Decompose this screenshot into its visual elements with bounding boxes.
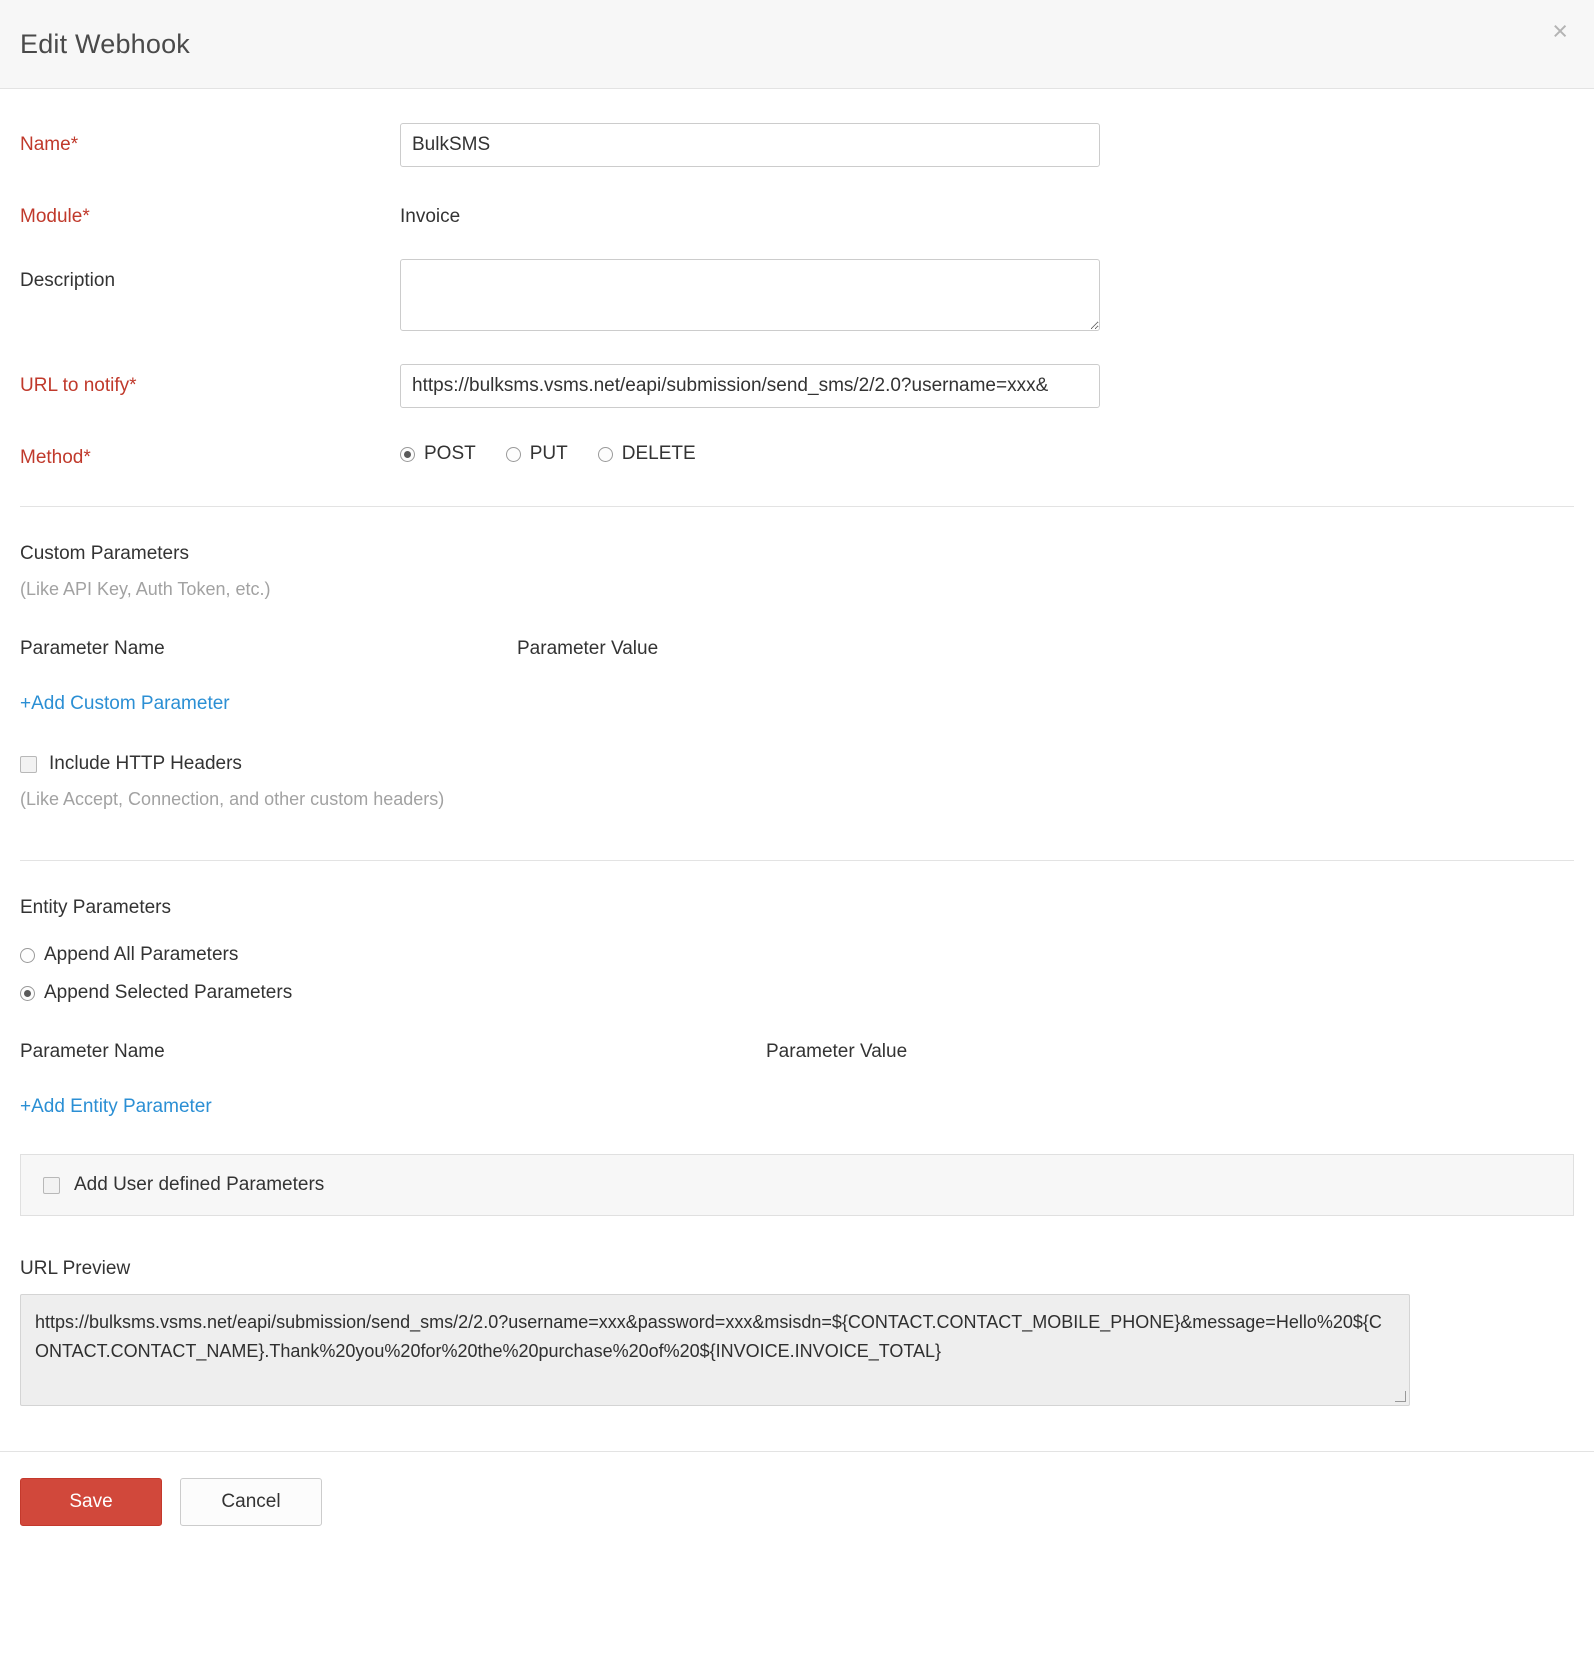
method-option-post-label: POST — [424, 443, 476, 464]
name-input[interactable] — [400, 123, 1100, 167]
field-url-to-notify — [400, 364, 1574, 408]
add-user-defined-parameters-label: Add User defined Parameters — [74, 1174, 325, 1195]
entity-option-append-all[interactable] — [20, 945, 1544, 965]
entity-option-append-all-label: Append All Parameters — [44, 944, 239, 965]
radio-icon[interactable] — [598, 447, 613, 462]
entity-parameters-title: Entity Parameters — [20, 897, 171, 918]
field-row-description — [20, 259, 1574, 336]
method-option-delete[interactable] — [598, 444, 696, 464]
method-option-post[interactable] — [400, 444, 476, 464]
required-marker: * — [83, 447, 91, 468]
field-row-module — [20, 195, 1574, 231]
field-description — [400, 259, 1574, 336]
entity-col-parameter-value: Parameter Value — [766, 1041, 908, 1062]
label-name-text: Name — [20, 134, 71, 155]
field-row-url — [20, 364, 1574, 408]
label-url-text: URL to notify — [20, 375, 130, 396]
method-radio-group — [400, 436, 1574, 464]
description-textarea[interactable] — [400, 259, 1100, 331]
divider-1 — [20, 506, 1574, 507]
custom-col-parameter-value: Parameter Value — [517, 638, 659, 659]
url-to-notify-input[interactable] — [400, 364, 1100, 408]
cancel-button[interactable]: Cancel — [180, 1478, 322, 1526]
entity-option-append-selected[interactable] — [20, 983, 1544, 1003]
custom-parameters-hint: (Like API Key, Auth Token, etc.) — [20, 579, 271, 599]
entity-parameters-header — [20, 1041, 1574, 1063]
entity-col-parameter-name: Parameter Name — [20, 1041, 165, 1062]
custom-col-parameter-name: Parameter Name — [20, 638, 165, 659]
entity-parameters-radio-group — [20, 945, 1574, 1003]
add-custom-parameter-link[interactable]: +Add Custom Parameter — [20, 693, 230, 714]
label-module-text: Module — [20, 206, 83, 227]
module-value: Invoice — [400, 206, 461, 227]
dialog-header — [0, 0, 1594, 89]
field-module — [400, 195, 1574, 231]
field-method — [400, 436, 1574, 464]
label-description: Description — [20, 270, 116, 291]
save-button[interactable]: Save — [20, 1478, 162, 1526]
url-preview-label: URL Preview — [20, 1258, 131, 1279]
method-option-put-label: PUT — [529, 443, 568, 464]
radio-icon[interactable] — [506, 447, 521, 462]
label-url-to-notify — [20, 364, 400, 400]
required-marker: * — [129, 375, 137, 396]
field-row-method — [20, 436, 1574, 472]
field-row-name — [20, 123, 1574, 167]
radio-icon[interactable] — [20, 948, 35, 963]
custom-parameters-header — [20, 638, 1574, 660]
include-http-headers-hint: (Like Accept, Connection, and other custom headers) — [20, 789, 445, 809]
entity-option-append-selected-label: Append Selected Parameters — [44, 982, 293, 1003]
required-marker: * — [70, 134, 79, 155]
custom-parameters-title: Custom Parameters — [20, 543, 189, 564]
dialog-footer — [0, 1451, 1594, 1556]
add-user-defined-parameters-row[interactable] — [20, 1154, 1574, 1216]
checkbox-icon[interactable] — [20, 756, 37, 773]
divider-2 — [20, 860, 1574, 861]
radio-icon[interactable] — [20, 986, 35, 1001]
close-icon[interactable]: × — [1552, 16, 1568, 46]
required-marker: * — [82, 206, 90, 227]
label-module — [20, 195, 400, 231]
method-option-put[interactable] — [506, 444, 568, 464]
label-name — [20, 123, 400, 159]
radio-icon[interactable] — [400, 447, 415, 462]
label-method — [20, 436, 400, 472]
add-entity-parameter-link[interactable]: +Add Entity Parameter — [20, 1096, 212, 1117]
method-option-delete-label: DELETE — [621, 443, 696, 464]
page-title: Edit Webhook — [20, 28, 191, 59]
include-http-headers-row[interactable] — [20, 753, 1574, 775]
checkbox-icon[interactable] — [43, 1177, 60, 1194]
field-name — [400, 123, 1574, 167]
include-http-headers-label: Include HTTP Headers — [49, 753, 242, 774]
url-preview-box[interactable]: https://bulksms.vsms.net/eapi/submission/send_sms/2/2.0?username=xxx&password=xxx&msisdn=${CONTACT.CONTACT_MOBILE_PHONE}&message=Hello%20${CONTACT.CONTACT_NAME}.Thank%20you%20for%20the%20purchase%20of%20${INVOICE.INVOICE_TOTAL} — [20, 1294, 1410, 1406]
label-method-text: Method — [20, 447, 84, 468]
dialog-body — [0, 123, 1594, 1406]
